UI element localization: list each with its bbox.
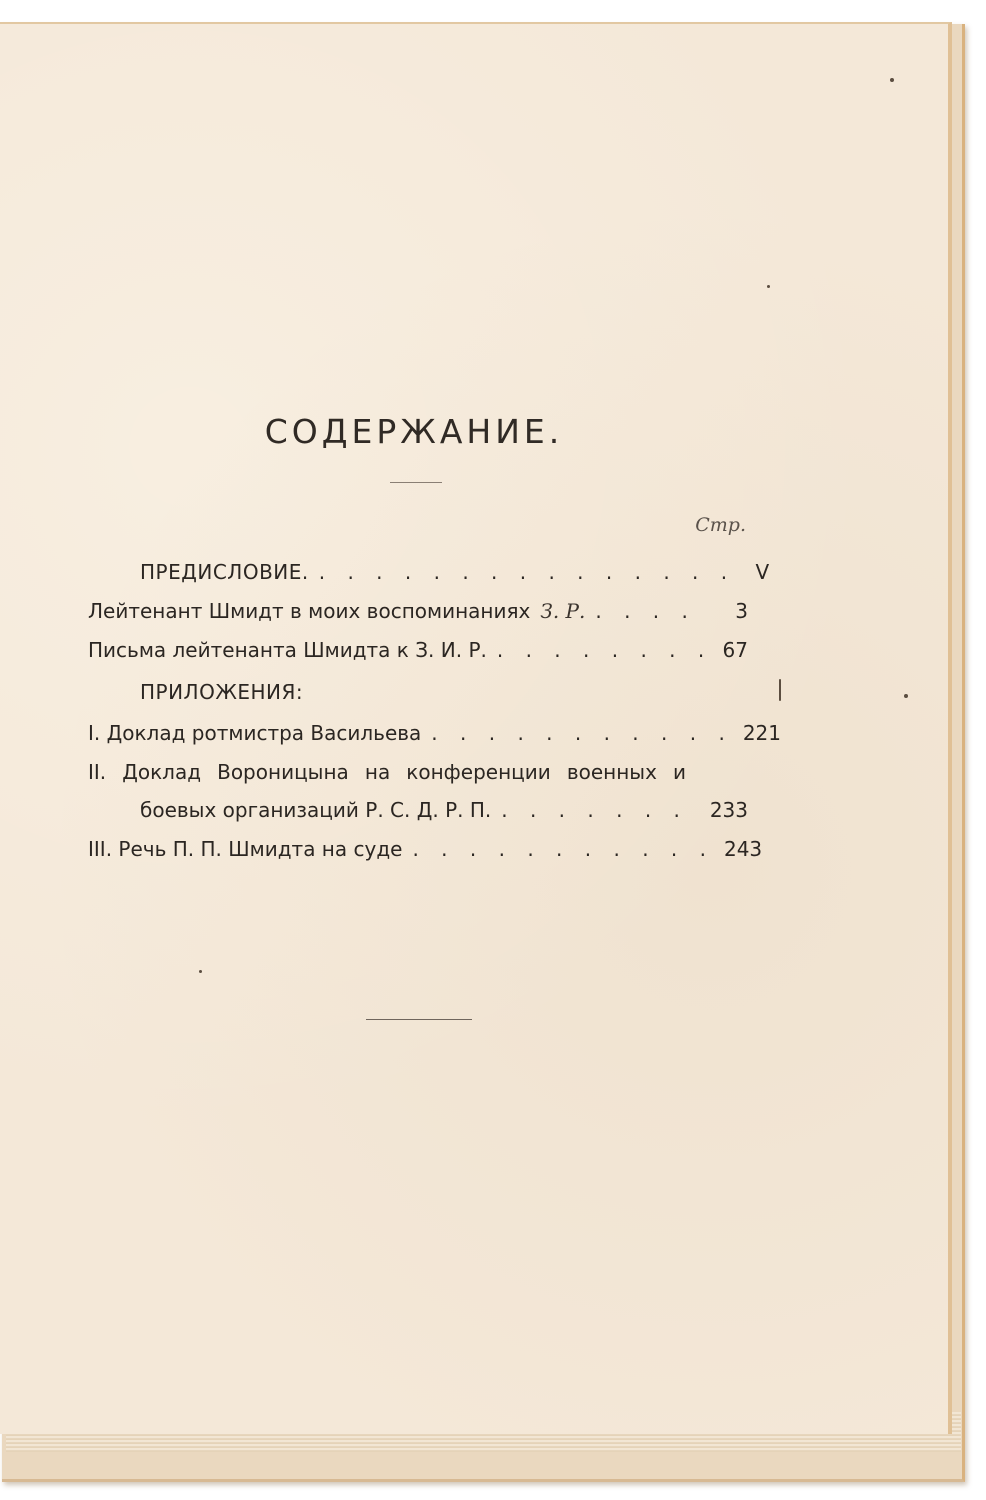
toc-page-number: 221 xyxy=(742,721,781,745)
toc-entry-author: З. Р. xyxy=(540,599,586,623)
toc-entry-preface xyxy=(140,560,770,590)
toc-page-number: 3 xyxy=(735,599,748,623)
toc-entry-title: III. Речь П. П. Шмидта на суде xyxy=(88,837,403,861)
toc-page-number: 67 xyxy=(722,638,748,662)
toc-entry-appendix-2-line-1: II. Доклад Вороницына на конференции военных и xyxy=(88,760,686,784)
toc-entry-title: ПРЕДИСЛОВИЕ. xyxy=(140,560,309,584)
paper-speck xyxy=(904,694,908,698)
paper-speck xyxy=(767,285,770,288)
toc-dot-leader: . . . . xyxy=(595,599,696,623)
toc-dot-leader: . . . . . . . . . . . . . . . xyxy=(318,560,736,584)
book-page xyxy=(0,22,952,1434)
toc-entry-title: боевых организаций Р. С. Д. Р. П. xyxy=(140,798,492,822)
toc-entry-appendix-3 xyxy=(88,837,763,867)
toc-dot-leader: . . . . . . . xyxy=(501,798,688,822)
toc-page-number: V xyxy=(755,560,770,584)
toc-dot-leader: . . . . . . . . . . . xyxy=(431,721,733,745)
toc-entry-title: Письма лейтенанта Шмидта к З. И. Р. xyxy=(88,638,487,662)
toc-entry-letters xyxy=(88,638,748,668)
toc-dot-leader: . . . . . . . . xyxy=(496,638,713,662)
paper-speck xyxy=(890,78,894,82)
toc-entry-appendix-1 xyxy=(88,721,781,751)
toc-dot-leader: . . . . . . . . . . . xyxy=(412,837,714,861)
title-divider xyxy=(390,482,442,483)
toc-entry-title: Лейтенант Шмидт в моих воспоминаниях xyxy=(88,599,531,623)
appendix-heading: ПРИЛОЖЕНИЯ: xyxy=(140,680,304,704)
page-title: СОДЕРЖАНИЕ. xyxy=(264,412,564,451)
toc-entry-title: I. Доклад ротмистра Васильева xyxy=(88,721,422,745)
end-divider xyxy=(366,1019,472,1020)
toc-page-number: 233 xyxy=(709,798,748,822)
paper-speck xyxy=(199,970,202,973)
toc-entry-appendix-2 xyxy=(140,798,748,828)
toc-entry-memoirs xyxy=(88,599,748,629)
toc-page-number: 243 xyxy=(723,837,763,861)
page-column-caption: Стр. xyxy=(695,514,746,536)
paper-mark xyxy=(779,679,781,701)
